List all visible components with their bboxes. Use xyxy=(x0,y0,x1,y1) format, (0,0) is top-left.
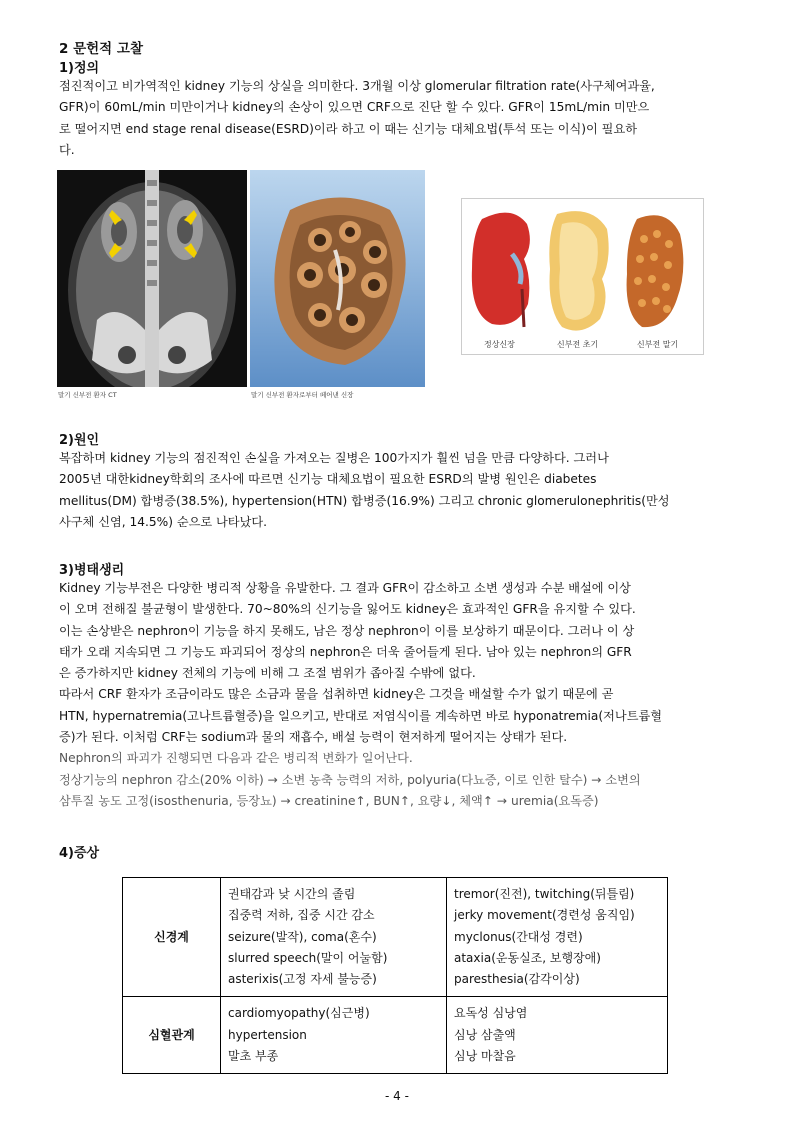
pathophysiology-paragraph xyxy=(59,578,737,812)
text-line: 사구체 신염, 14.5%) 순으로 나타났다. xyxy=(59,515,267,530)
symptom-item: hypertension xyxy=(228,1027,307,1042)
text-line: 복잡하며 kidney 기능의 점진적인 손실을 가져오는 질병은 100가지가 훨씬 넘을 만큼 다양하다. 그러나 xyxy=(59,451,609,465)
symptom-item: asterixis(고정 자세 불능증) xyxy=(228,972,377,987)
category-cell: 심혈관계 xyxy=(123,997,221,1074)
heading-cause: 2)원인 xyxy=(59,433,100,448)
symptom-item: 심낭 마찰음 xyxy=(454,1049,516,1064)
text-line: 태가 오래 지속되면 그 기능도 파괴되어 정상의 nephron은 더욱 줄어들게 된다. 남아 있는 nephron의 GFR xyxy=(59,644,632,659)
symptom-item: cardiomyopathy(심근병) xyxy=(228,1006,370,1021)
symptom-item: ataxia(운동실조, 보행장애) xyxy=(454,950,601,965)
text-line: HTN, hypernatremia(고나트륨혈증)을 일으키고, 반대로 저염식이를 계속하면 바로 hyponatremia(저나트륨혈 xyxy=(59,708,663,723)
symptom-item: myclonus(간대성 경련) xyxy=(454,929,583,944)
specimen-caption: 말기 신부전 환자로부터 떼어낸 신장 xyxy=(251,391,354,399)
ct-scan-image xyxy=(57,170,247,387)
text-line: 정상기능의 nephron 감소(20% 이하) → 소변 농축 능력의 저하, polyuria(다뇨증, 이로 인한 탈수) → 소변의 xyxy=(59,772,641,787)
table-row xyxy=(123,997,668,1074)
text-line: 2005년 대한kidney학회의 조사에 따르면 신기능 대체요법이 필요한 ESRD의 발병 원인은 diabetes xyxy=(59,472,597,487)
symptoms-table xyxy=(122,877,668,1074)
symptom-item: slurred speech(말이 어눌함) xyxy=(228,950,388,965)
symptom-item: 권태감과 낮 시간의 졸림 xyxy=(228,887,356,901)
symptom-cell xyxy=(447,997,668,1074)
text-line: 점진적이고 비가역적인 kidney 기능의 상실을 의미한다. 3개월 이상 glomerular filtration rate(사구체여과율, xyxy=(59,79,655,93)
text-line: Nephron의 파괴가 진행되면 다음과 같은 병리적 변화가 일어난다. xyxy=(59,751,413,766)
text-line: 삼투질 농도 고정(isosthenuria, 등장뇨) → creatinine↑, BUN↑, 요량↓, 체액↑ → uremia(요독증) xyxy=(59,793,599,808)
text-line: 은 증가하지만 kidney 전체의 기능에 비해 그 조절 범위가 좁아질 수밖에 없다. xyxy=(59,666,476,681)
symptom-item: 말초 부종 xyxy=(228,1049,279,1064)
definition-paragraph xyxy=(59,76,737,162)
text-line: 다. xyxy=(59,143,75,158)
table-row xyxy=(123,878,668,997)
text-line: 증)가 된다. 이처럼 CRF는 sodium과 물의 재흡수, 배설 능력이 현저하게 떨어지는 상태가 된다. xyxy=(59,730,568,745)
symptom-item: 요독성 심낭염 xyxy=(454,1006,528,1021)
text-line: Kidney 기능부전은 다양한 병리적 상황을 유발한다. 그 결과 GFR이 감소하고 소변 생성과 수분 배설에 이상 xyxy=(59,581,631,595)
page-number: - 4 - xyxy=(385,1089,409,1103)
text-line: 이 오며 전해질 불균형이 발생한다. 70~80%의 신기능을 잃어도 kidney은 효과적인 GFR을 유지할 수 있다. xyxy=(59,602,636,617)
symptom-item: 집중력 저하, 집중 시간 감소 xyxy=(228,908,375,923)
section-title: 2 문헌적 고찰 xyxy=(59,41,143,57)
kidney-label-early: 신부전 초기 xyxy=(557,340,599,349)
ct-caption: 말기 신부전 환자 CT xyxy=(58,391,117,399)
symptom-cell xyxy=(447,878,668,997)
kidney-specimen-image xyxy=(250,170,425,387)
heading-pathophysiology: 3)병태생리 xyxy=(59,563,125,578)
heading-definition: 1)정의 xyxy=(59,61,100,76)
text-line: 로 떨어지면 end stage renal disease(ESRD)이라 하고 이 때는 신기능 대체요법(투석 또는 이식)이 필요하 xyxy=(59,121,637,136)
symptom-cell xyxy=(221,878,447,997)
symptom-item: 심낭 삼출액 xyxy=(454,1027,516,1042)
symptom-cell xyxy=(221,997,447,1074)
symptom-item: seizure(발작), coma(혼수) xyxy=(228,929,377,944)
kidney-label-normal: 정상신장 xyxy=(484,340,515,349)
kidney-label-late: 신부전 말기 xyxy=(637,340,679,349)
cause-paragraph xyxy=(59,448,737,534)
symptom-item: paresthesia(감각이상) xyxy=(454,972,580,987)
text-line: GFR)이 60mL/min 미만이거나 kidney의 손상이 있으면 CRF으로 진단 할 수 있다. GFR이 15mL/min 미만으 xyxy=(59,100,650,115)
kidney-stages-diagram xyxy=(461,198,704,355)
symptom-item: jerky movement(경련성 움직임) xyxy=(454,908,635,923)
heading-symptoms: 4)증상 xyxy=(59,846,100,861)
text-line: mellitus(DM) 합병증(38.5%), hypertension(HTN) 합병증(16.9%) 그리고 chronic glomerulonephritis(만성 xyxy=(59,493,670,508)
category-cell: 신경계 xyxy=(123,878,221,997)
symptom-item: tremor(진전), twitching(뒤틀림) xyxy=(454,887,635,901)
text-line: 따라서 CRF 환자가 조금이라도 많은 소금과 물을 섭취하면 kidney은 그것을 배설할 수가 없기 때문에 곧 xyxy=(59,687,614,702)
text-line: 이는 손상받은 nephron이 기능을 하지 못해도, 남은 정상 nephron이 이를 보상하기 때문이다. 그러나 이 상 xyxy=(59,623,635,638)
